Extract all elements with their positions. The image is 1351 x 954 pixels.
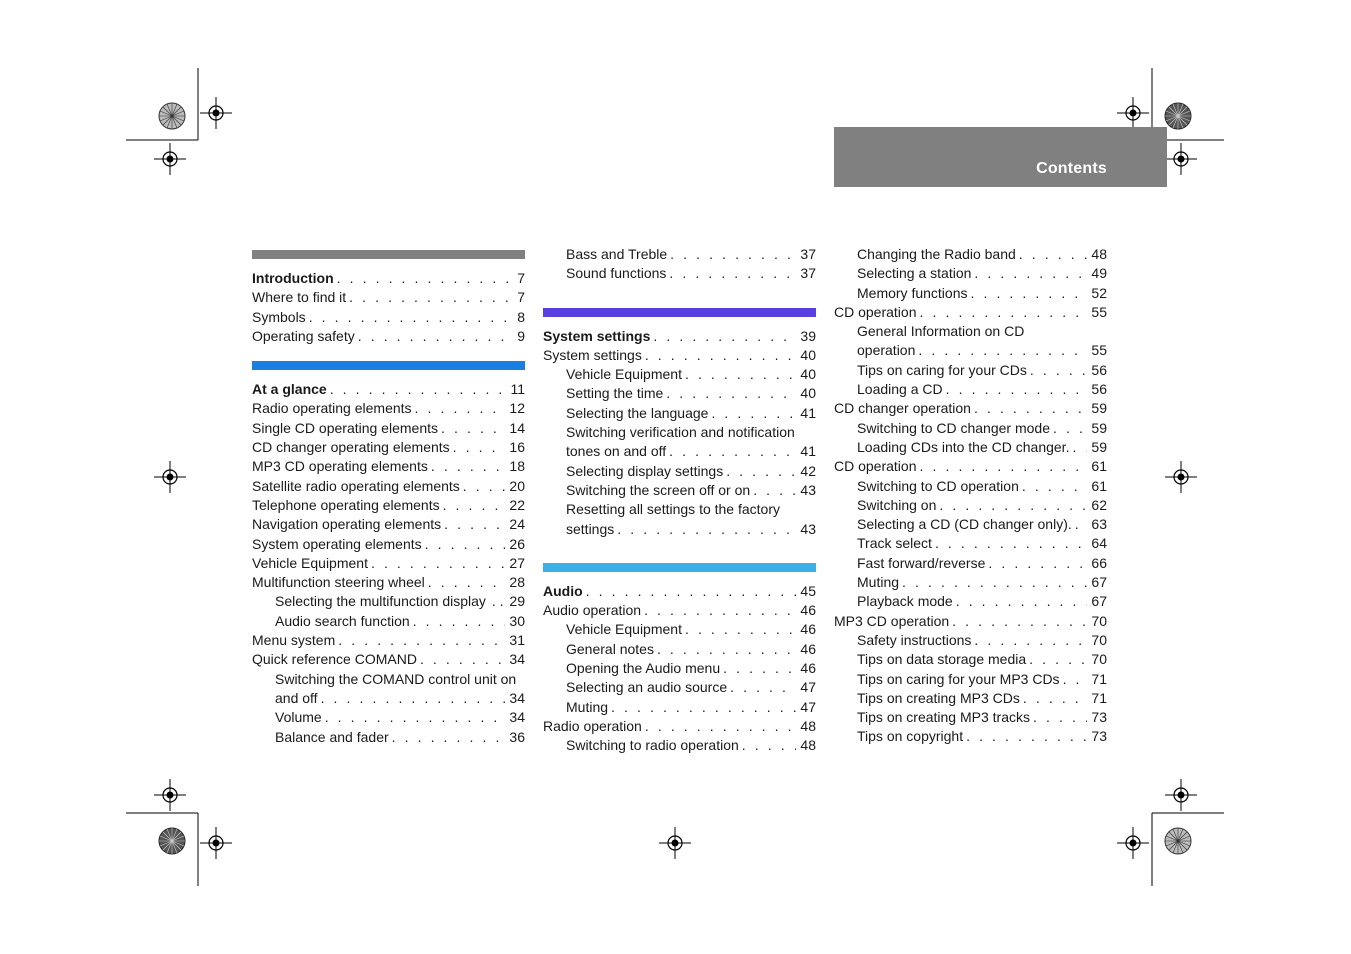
toc-entry[interactable]: Menu system . . . 31 <box>252 631 525 650</box>
toc-entry[interactable]: Telephone operating elements . . . 22 <box>252 496 525 515</box>
toc-subentry-line[interactable]: Switching verification and notification <box>566 424 795 441</box>
toc-subentry-line[interactable]: Switching the COMAND control unit on <box>275 670 517 687</box>
page-title: Contents <box>1036 160 1107 177</box>
toc-column-1 <box>252 250 525 747</box>
toc-subentry[interactable]: Track select . . . 64 <box>834 534 1107 553</box>
toc-subentry[interactable]: Sound functions . . . 37 <box>543 264 816 283</box>
section-bar-audio <box>543 563 816 572</box>
toc-subentry[interactable]: Loading a CD . . . 56 <box>834 380 1107 399</box>
toc-subentry-line[interactable]: General Information on CD <box>857 323 1025 340</box>
toc-entry[interactable]: Navigation operating elements . . . 24 <box>252 515 525 534</box>
toc-subentry[interactable]: Tips on creating MP3 tracks . . . 73 <box>834 708 1107 727</box>
toc-entry[interactable]: Single CD operating elements . . . 14 <box>252 419 525 438</box>
toc-subentry[interactable]: Volume . . . 34 <box>252 708 525 727</box>
toc-entry[interactable]: System settings . . . 40 <box>543 346 816 365</box>
toc-entry[interactable]: Where to find it . . . 7 <box>252 288 525 307</box>
toc-entry[interactable]: Vehicle Equipment . . . 27 <box>252 554 525 573</box>
toc-subentry[interactable]: Switching to CD operation . . . 61 <box>834 477 1107 496</box>
toc-subentry[interactable]: Tips on caring for your MP3 CDs . . . 71 <box>834 670 1107 689</box>
toc-entry[interactable]: Introduction . . . 7 <box>252 269 525 288</box>
toc-subentry-line[interactable]: Resetting all settings to the factory <box>566 501 780 518</box>
toc-subentry[interactable]: Audio search function . . . 30 <box>252 612 525 631</box>
toc-subentry[interactable]: Muting . . . 67 <box>834 573 1107 592</box>
toc-subentry[interactable]: Muting . . . 47 <box>543 698 816 717</box>
toc-entry[interactable]: Radio operating elements . . . 12 <box>252 399 525 418</box>
toc-subentry[interactable]: Tips on copyright . . . 73 <box>834 727 1107 746</box>
toc-entry[interactable]: MP3 CD operation . . . 70 <box>834 612 1107 631</box>
toc-entry[interactable]: Symbols . . . 8 <box>252 308 525 327</box>
section-bar-introduction <box>252 250 525 259</box>
toc-subentry[interactable]: Selecting display settings . . . 42 <box>543 462 816 481</box>
toc-entry[interactable]: MP3 CD operating elements . . . 18 <box>252 457 525 476</box>
toc-subentry[interactable]: Bass and Treble . . . 37 <box>543 245 816 264</box>
toc-subentry[interactable]: Selecting the multifunction display . . . 29 <box>252 592 525 611</box>
toc-entry[interactable]: At a glance . . . 11 <box>252 380 525 399</box>
toc-entry[interactable]: Audio operation . . . 46 <box>543 601 816 620</box>
toc-subentry[interactable]: General notes . . . 46 <box>543 640 816 659</box>
toc-entry[interactable]: Satellite radio operating elements . . . 20 <box>252 477 525 496</box>
toc-subentry[interactable]: Vehicle Equipment . . . 40 <box>543 365 816 384</box>
toc-entry[interactable]: Radio operation . . . 48 <box>543 717 816 736</box>
toc-subentry[interactable]: Vehicle Equipment . . . 46 <box>543 620 816 639</box>
toc-subentry[interactable]: Tips on data storage media . . . 70 <box>834 650 1107 669</box>
toc-subentry[interactable]: Switching to radio operation . . . 48 <box>543 736 816 755</box>
toc-subentry[interactable]: Fast forward/reverse . . . 66 <box>834 554 1107 573</box>
contents-header-bar <box>834 127 1167 187</box>
toc-subentry[interactable]: Playback mode . . . 67 <box>834 592 1107 611</box>
toc-subentry[interactable]: Balance and fader . . . 36 <box>252 728 525 747</box>
toc-entry[interactable]: CD operation . . . 55 <box>834 303 1107 322</box>
toc-entry[interactable]: Audio . . . 45 <box>543 582 816 601</box>
toc-subentry[interactable]: Changing the Radio band . . . 48 <box>834 245 1107 264</box>
toc-subentry[interactable]: Tips on creating MP3 CDs . . . 71 <box>834 689 1107 708</box>
toc-subentry[interactable]: Selecting the language . . . 41 <box>543 404 816 423</box>
toc-entry[interactable]: CD changer operating elements . . . 16 <box>252 438 525 457</box>
toc-subentry[interactable]: Selecting a station . . . 49 <box>834 264 1107 283</box>
section-bar-system-settings <box>543 308 816 317</box>
toc-entry[interactable]: CD changer operation . . . 59 <box>834 399 1107 418</box>
toc-subentry[interactable]: operation . . . 55 <box>834 341 1107 360</box>
toc-entry[interactable]: CD operation . . . 61 <box>834 457 1107 476</box>
toc-entry[interactable]: Operating safety . . . 9 <box>252 327 525 346</box>
toc-column-3 <box>834 245 1107 747</box>
toc-entry[interactable]: System settings . . . 39 <box>543 327 816 346</box>
toc-subentry[interactable]: Loading CDs into the CD changer. . . . 59 <box>834 438 1107 457</box>
toc-subentry[interactable]: and off . . . 34 <box>252 689 525 708</box>
section-bar-at-a-glance <box>252 361 525 370</box>
toc-subentry[interactable]: Switching to CD changer mode . . . 59 <box>834 419 1107 438</box>
toc-subentry[interactable]: Selecting a CD (CD changer only). . . . 63 <box>834 515 1107 534</box>
toc-subentry[interactable]: Selecting an audio source . . . 47 <box>543 678 816 697</box>
toc-subentry[interactable]: Memory functions . . . 52 <box>834 284 1107 303</box>
toc-subentry[interactable]: Setting the time . . . 40 <box>543 384 816 403</box>
toc-subentry[interactable]: Switching on . . . 62 <box>834 496 1107 515</box>
toc-entry[interactable]: Quick reference COMAND . . . 34 <box>252 650 525 669</box>
toc-subentry[interactable]: Switching the screen off or on . . . 43 <box>543 481 816 500</box>
toc-subentry[interactable]: Opening the Audio menu . . . 46 <box>543 659 816 678</box>
toc-subentry[interactable]: tones on and off . . . 41 <box>543 442 816 461</box>
toc-entry[interactable]: Multifunction steering wheel . . . 28 <box>252 573 525 592</box>
toc-subentry[interactable]: Tips on caring for your CDs . . . 56 <box>834 361 1107 380</box>
toc-column-2 <box>543 245 816 756</box>
toc-entry[interactable]: System operating elements . . . 26 <box>252 535 525 554</box>
toc-subentry[interactable]: settings . . . 43 <box>543 520 816 539</box>
toc-subentry[interactable]: Safety instructions . . . 70 <box>834 631 1107 650</box>
